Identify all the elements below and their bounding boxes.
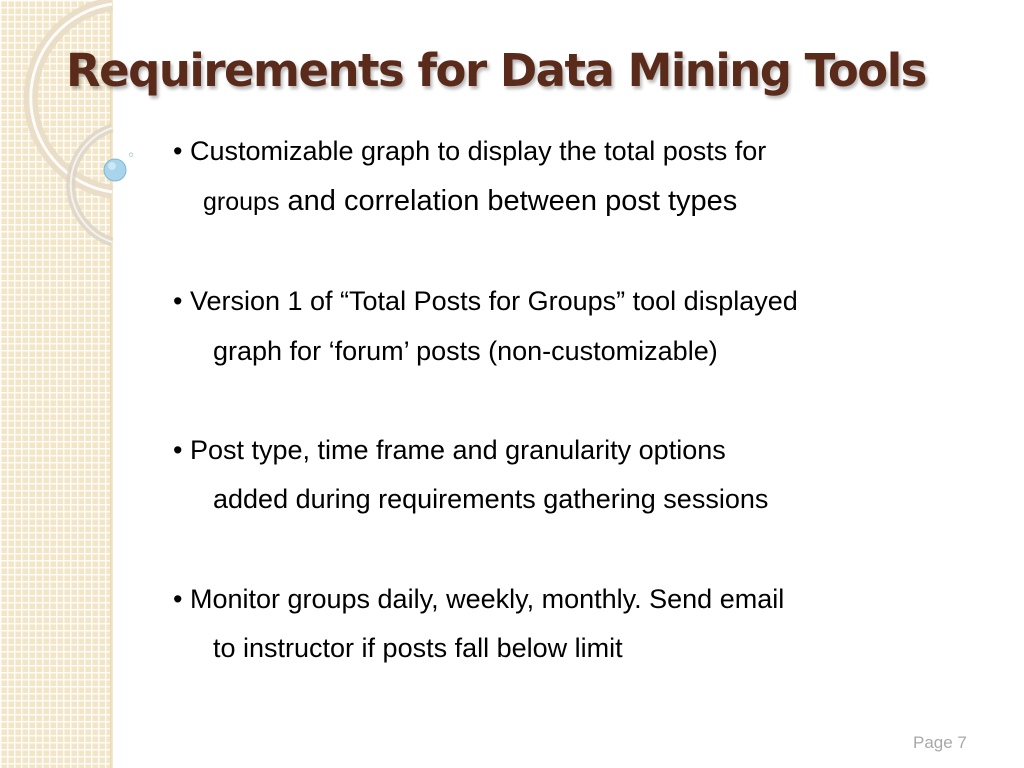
bullet-1-line-2 bbox=[203, 185, 737, 218]
slide-title: Requirements for Data Mining Tools bbox=[66, 44, 926, 97]
bullet-3-line-1: • Post type, time frame and granularity options bbox=[173, 435, 726, 465]
bullet-2-line-1: • Version 1 of “Total Posts for Groups” tool displayed bbox=[173, 286, 798, 316]
page-number: Page 7 bbox=[913, 733, 967, 752]
bullet-1-line-2-start: groups bbox=[203, 188, 280, 216]
bullet-2-line-2: graph for ‘forum’ posts (non-customizable) bbox=[213, 336, 718, 366]
bullet-3-line-2: added during requirements gathering sessions bbox=[213, 484, 769, 514]
bullet-4-line-1: • Monitor groups daily, weekly, monthly. Send email bbox=[173, 584, 785, 614]
bullet-1-line-1: • Customizable graph to display the total posts for bbox=[173, 136, 767, 166]
bullet-1-line-2-end: and correlation between post types bbox=[279, 185, 738, 217]
bullet-4-line-2: to instructor if posts fall below limit bbox=[213, 633, 623, 663]
strip-edge bbox=[110, 0, 113, 768]
bullet-marker-icon: ◦ bbox=[127, 148, 136, 164]
decorative-grid-strip bbox=[0, 0, 113, 768]
